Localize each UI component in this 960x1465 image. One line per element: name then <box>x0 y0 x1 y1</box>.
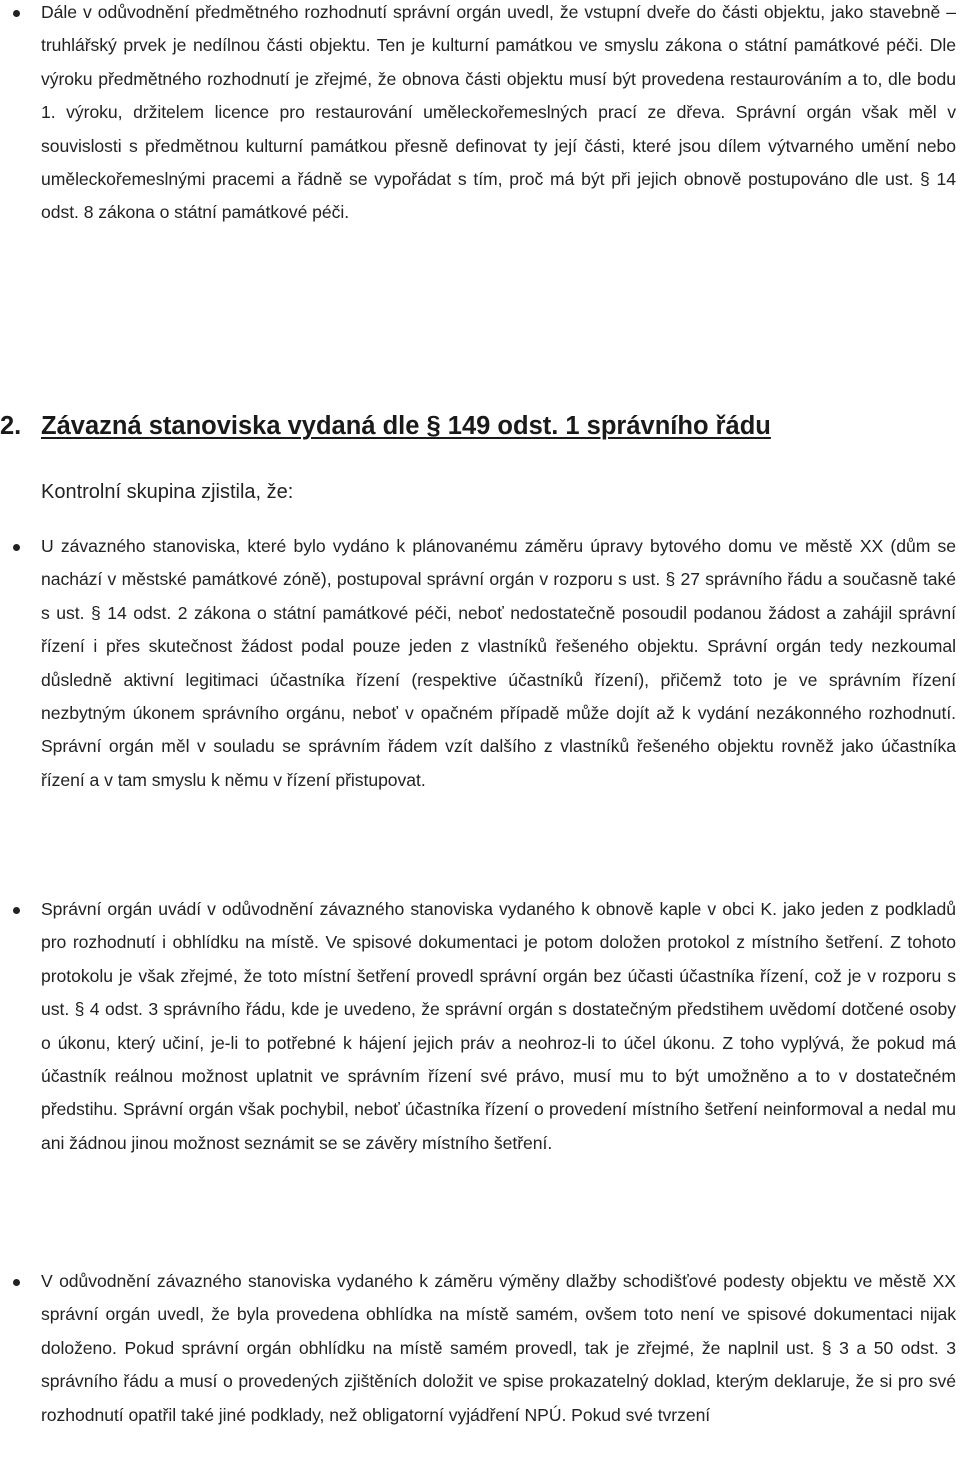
paragraph-doors: Dále v odůvodnění předmětného rozhodnutí správní orgán uvedl, že vstupní dveře do části objektu, jako stavebně – truhlářský prvek je nedílnou části objektu. Ten je kulturní památkou ve smyslu zákona o státní památkové péči. Dle výroku předmětného rozhodnutí je zřejmé, že obnova části objektu musí být provedena restaurováním a to, dle bodu 1. výroku, držitelem licence pro restaurování uměleckořemeslných prací ze dřeva. Správní orgán však měl v souvislosti s předmětnou kulturní památkou přesně definovat ty její části, které jsou dílem výtvarného umění nebo uměleckořemeslnými pracemi a řádně se vypořádat s tím, proč má být při jejich obnově postupováno dle ust. § 14 odst. 8 zákona o státní památkové péči. <box>41 2 956 223</box>
bullet-icon <box>13 10 20 17</box>
paragraph-staircase: V odůvodnění závazného stanoviska vydaného k záměru výměny dlažby schodišťové podesty objektu ve městě XX správní orgán uvedl, že byla provedena obhlídka na místě samém, ovšem toto není ve spisové dokumentaci nijak doloženo. Pokud správní orgán obhlídku na místě samém provedl, tak je zřejmé, že naplnil ust. § 3 a 50 odst. 3 správního řádu a musí o provedených zjištěních doložit ve spise prokazatelný doklad, kterým deklaruje, že si pro své rozhodnutí opatřil také jiné podklady, než obligatorní vyjádření NPÚ. Pokud své tvrzení <box>41 1271 956 1425</box>
list-item-residential-building <box>41 530 956 797</box>
intro-text: Kontrolní skupina zjistila, že: <box>41 481 294 503</box>
bullet-icon <box>13 1279 20 1286</box>
bullet-icon <box>13 544 20 551</box>
section-title: Závazná stanoviska vydaná dle § 149 odst. 1 správního řádu <box>41 412 771 440</box>
list-item-chapel <box>41 893 956 1160</box>
bullet-icon <box>13 907 20 914</box>
list-item-staircase <box>41 1265 956 1432</box>
list-item-decision-doors <box>41 0 956 230</box>
section-number: 2. <box>0 412 22 440</box>
paragraph-residential-building: U závazného stanoviska, které bylo vydáno k plánovanému záměru úpravy bytového domu ve městě XX (dům se nachází v městské památkové zóně), postupoval správní orgán v rozporu s ust. § 27 správního řádu a současně také s ust. § 14 odst. 2 zákona o státní památkové péči, neboť nedostatečně posoudil podanou žádost a zahájil správní řízení i přes skutečnost žádost podal pouze jeden z vlastníků řešeného objektu. Správní orgán tedy nezkoumal důsledně aktivní legitimaci účastníka řízení (respektive účastníků řízení), přičemž toto je ve správním řízení nezbytným úkonem správního orgánu, neboť v opačném případě může dojít až k vydání nezákonného rozhodnutí. Správní orgán měl v souladu se správním řádem vzít dalšího z vlastníků řešeného objektu rovněž jako účastníka řízení a v tam smyslu k němu v řízení přistupovat. <box>41 536 956 790</box>
section-heading <box>0 404 960 448</box>
paragraph-chapel: Správní orgán uvádí v odůvodnění závazného stanoviska vydaného k obnově kaple v obci K. jako jeden z podkladů pro rozhodnutí i obhlídku na místě. Ve spisové dokumentaci je potom doložen protokol z místního šetření. Z tohoto protokolu je však zřejmé, že toto místní šetření provedl správní orgán bez účasti účastníka řízení, což je v rozporu s ust. § 4 odst. 3 správního řádu, kde je uvedeno, že správní orgán s dostatečným předstihem uvědomí dotčené osoby o úkonu, který učiní, je-li to potřebné k hájení jejich práv a neohroz-li to účel úkonu. Z toho vyplývá, že pokud má účastník reálnou možnost uplatnit ve správním řízení své právo, musí mu to být umožněno a to v dostatečném předstihu. Správní orgán však pochybil, neboť účastníka řízení o provedení místního šetření neinformoval a nedal mu ani žádnou jinou možnost seznámit se se závěry místního šetření. <box>41 899 956 1153</box>
